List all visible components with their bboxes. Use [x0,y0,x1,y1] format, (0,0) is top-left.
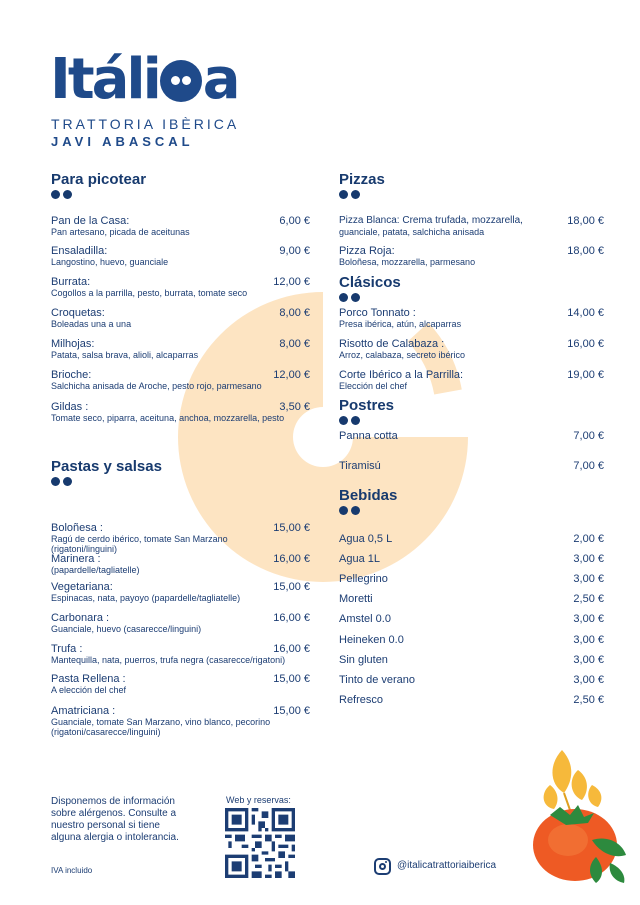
menu-item [51,643,285,665]
allergen-note [51,796,179,844]
section-title-pastas: Pastas y salsas [51,458,162,475]
allergen-note-line: nuestro personal si tiene [51,820,160,831]
web-label: Web y reservas: [226,795,291,805]
item-price: 16,00 € [273,643,310,655]
item-name: Agua 0,5 L [339,533,393,545]
menu-item [339,460,381,472]
item-name: Amatriciana : [51,705,116,717]
menu-item [339,593,373,605]
item-desc: (rigatoni/linguini) [51,544,118,554]
menu-item [339,654,388,666]
item-name: Croquetas: [51,307,105,319]
menu-item [339,215,523,237]
item-price: 15,00 € [273,581,310,593]
brand-subtitle: TRATTORIA IBÈRICA [51,116,240,132]
item-name: Moretti [339,593,373,605]
item-desc: Elección del chef [339,381,408,391]
item-price: 12,00 € [273,369,310,381]
item-price: 15,00 € [273,705,310,717]
item-desc: Langostino, huevo, guanciale [51,257,169,267]
item-name: Marinera : [51,553,101,565]
item-name: Pizza Roja: [339,245,395,257]
menu-item [339,430,398,442]
instagram-handle[interactable]: @italicatrattoriaiberica [397,860,497,871]
menu-item [51,401,284,423]
item-name: Brioche: [51,369,92,381]
item-price: 8,00 € [279,338,310,350]
item-desc: Pan artesano, picada de aceitunas [51,227,190,237]
menu-item [339,533,392,545]
section-dots [339,416,360,425]
item-price: 7,00 € [573,460,604,472]
item-desc: Ragú de cerdo ibérico, tomate San Marzano [51,534,228,544]
item-price: 7,00 € [573,430,604,442]
item-desc: Guanciale, huevo (casarecce/linguini) [51,624,202,634]
allergen-note-line: alguna alergia o intolerancia. [51,832,179,843]
item-name: Agua 1L [339,553,380,565]
menu-item [339,573,388,585]
menu-item [51,705,270,737]
menu-item [51,612,201,634]
item-price: 2,50 € [573,593,604,605]
item-name: Milhojas: [51,338,95,350]
logo-face-icon [160,60,202,102]
item-price: 3,00 € [573,674,604,686]
allergen-note-line: sobre alérgenos. Consulte a [51,808,177,819]
brand-logo: Itáli a [50,47,238,112]
item-price: 9,00 € [279,245,310,257]
item-desc: Boleadas una a una [51,319,132,329]
item-name: Boloñesa : [51,522,103,534]
item-price: 8,00 € [279,307,310,319]
item-desc: Boloñesa, mozzarella, parmesano [339,257,476,267]
menu-item [51,369,262,391]
item-name: Pellegrino [339,573,388,585]
menu-item [339,307,461,329]
item-name: Ensaladilla: [51,245,108,257]
menu-item [51,522,228,554]
item-desc: Espinacas, nata, payoyo (papardelle/tagliatelle) [51,593,241,603]
item-price: 6,00 € [279,215,310,227]
menu-item [339,694,383,706]
item-desc: (rigatoni/casarecce/linguini) [51,727,161,737]
item-desc: guanciale, patata, salchicha anisada [339,227,485,237]
menu-item [51,215,190,237]
item-name: Pizza Blanca: Crema trufada, mozzarella, [339,215,523,226]
menu-item [51,673,126,695]
item-price: 16,00 € [567,338,604,350]
qr-code-icon[interactable] [225,808,295,878]
section-title-picotear: Para picotear [51,171,147,188]
section-title-pizzas: Pizzas [339,171,385,188]
section-title-bebidas: Bebidas [339,487,398,504]
item-name: Corte Ibérico a la Parrilla: [339,369,464,381]
menu-item [51,307,131,329]
section-dots [339,293,360,302]
item-name: Amstel 0.0 [339,613,391,625]
section-dots [51,477,72,486]
menu-item [339,553,380,565]
item-desc: Cogollos a la parrilla, pesto, burrata, tomate seco [51,288,248,298]
section-dots [339,190,360,199]
item-price: 18,00 € [567,245,604,257]
menu-item [51,581,240,603]
item-price: 2,50 € [573,694,604,706]
instagram-icon[interactable] [374,858,391,875]
item-desc: Guanciale, tomate San Marzano, vino blanco, pecorino [51,717,271,727]
item-name: Risotto de Calabaza : [339,338,445,350]
menu-item [51,276,247,298]
item-price: 15,00 € [273,673,310,685]
item-name: Panna cotta [339,430,398,442]
allergen-note-line: Disponemos de información [51,796,175,807]
item-name: Tinto de verano [339,674,416,686]
item-name: Pan de la Casa: [51,215,130,227]
section-dots [51,190,72,199]
item-price: 3,00 € [573,634,604,646]
item-name: Heineken 0.0 [339,634,404,646]
item-desc: Salchicha anisada de Aroche, pesto rojo, parmesano [51,381,262,391]
item-price: 12,00 € [273,276,310,288]
item-desc: (papardelle/tagliatelle) [51,565,140,575]
item-desc: Presa ibérica, atún, alcaparras [339,319,462,329]
iva-note: IVA incluido [51,866,93,875]
menu-item [339,613,391,625]
item-name: Porco Tonnato : [339,307,416,319]
item-name: Trufa : [51,643,83,655]
item-name: Pasta Rellena : [51,673,126,685]
section-title-postres: Postres [339,397,395,414]
item-desc: Patata, salsa brava, alioli, alcaparras [51,350,199,360]
item-price: 15,00 € [273,522,310,534]
item-name: Sin gluten [339,654,388,666]
tomato-basil-illustration-icon [530,745,630,885]
menu-item [339,674,415,686]
item-price: 19,00 € [567,369,604,381]
menu-item [339,245,475,267]
menu-item [339,634,404,646]
item-desc: Arroz, calabaza, secreto ibérico [339,350,466,360]
item-price: 3,00 € [573,613,604,625]
item-desc: A elección del chef [51,685,127,695]
item-price: 3,50 € [279,401,310,413]
menu-item [339,369,463,391]
item-price: 16,00 € [273,553,310,565]
menu-item [51,553,140,575]
section-dots [339,506,360,515]
item-name: Refresco [339,694,384,706]
menu-item [51,338,198,360]
item-name: Burrata: [51,276,91,288]
item-price: 3,00 € [573,573,604,585]
item-price: 3,00 € [573,553,604,565]
brand-chef: JAVI ABASCAL [51,134,194,149]
item-price: 18,00 € [567,215,604,227]
item-name: Vegetariana: [51,581,113,593]
item-name: Gildas : [51,401,89,413]
item-desc: Mantequilla, nata, puerros, trufa negra (casarecce/rigatoni) [51,655,286,665]
item-price: 14,00 € [567,307,604,319]
item-price: 2,00 € [573,533,604,545]
item-desc: Tomate seco, piparra, aceituna, anchoa, mozzarella, pesto [51,413,285,423]
menu-item [339,338,465,360]
section-title-clasicos: Clásicos [339,274,401,291]
item-name: Tiramisú [339,460,381,472]
item-name: Carbonara : [51,612,110,624]
item-price: 3,00 € [573,654,604,666]
item-price: 16,00 € [273,612,310,624]
menu-item [51,245,168,267]
